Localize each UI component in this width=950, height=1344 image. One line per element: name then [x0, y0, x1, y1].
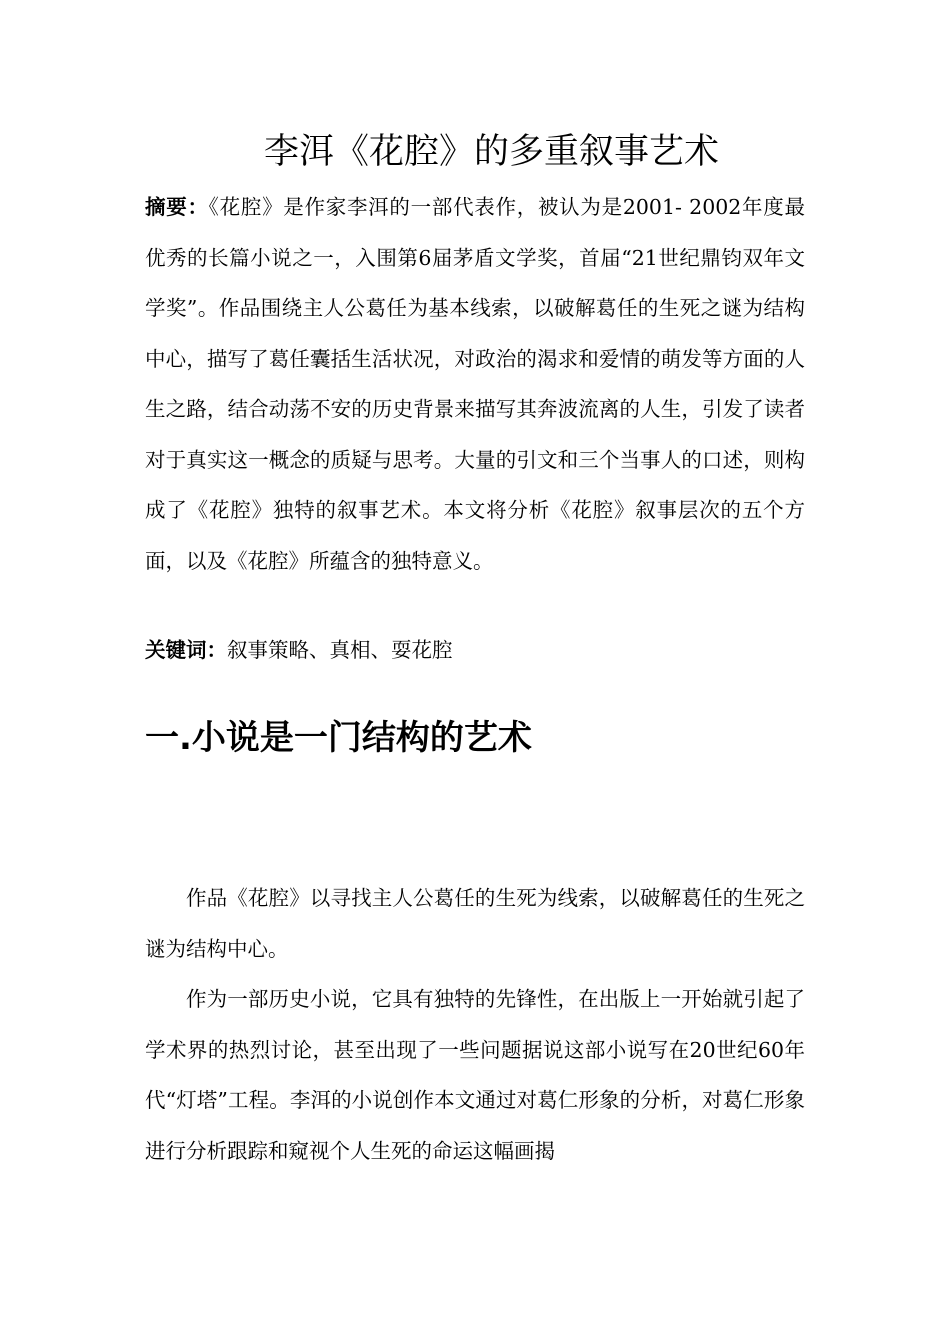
body-paragraph-1: 作品《花腔》以寻找主人公葛任的生死为线索，以破解葛任的生死之谜为结构中心。	[145, 886, 805, 961]
body-paragraph-2: 作为一部历史小说，它具有独特的先锋性，在出版上一开始就引起了学术界的热烈讨论，甚至出现了一些问题据说这部小说写在20世纪60年代“灯塔”工程。李洱的小说创作本文通过对葛仁形象的分析，对葛仁形象进行分析跟踪和窥视个人生死的命运这幅画揭	[145, 987, 805, 1163]
abstract-label: 摘要：	[145, 195, 209, 219]
keywords-paragraph	[145, 625, 805, 676]
section-heading: 一.小说是一门结构的艺术	[145, 718, 532, 758]
abstract-text: 《花腔》是作家李洱的一部代表作，被认为是2001- 2002年度最优秀的长篇小说之一，入围第6届茅盾文学奖，首届“21世纪鼎钧双年文学奖”。作品围绕主人公葛任为基本线索，以破解葛任的生死之谜为结构中心，描写了葛任囊括生活状况，对政治的渴求和爱情的萌发等方面的人生之路，结合动荡不安的历史背景来描写其奔波流离的人生，引发了读者对于真实这一概念的质疑与思考。大量的引文和三个当事人的口述，则构成了《花腔》独特的叙事艺术。本文将分析《花腔》叙事层次的五个方面，以及《花腔》所蕴含的独特意义。	[145, 195, 805, 573]
document-title: 李洱《花腔》的多重叙事艺术	[264, 132, 720, 172]
keywords-label: 关键词：	[145, 638, 227, 662]
keywords-text: 叙事策略、真相、耍花腔	[227, 638, 453, 662]
abstract-paragraph	[145, 182, 805, 586]
